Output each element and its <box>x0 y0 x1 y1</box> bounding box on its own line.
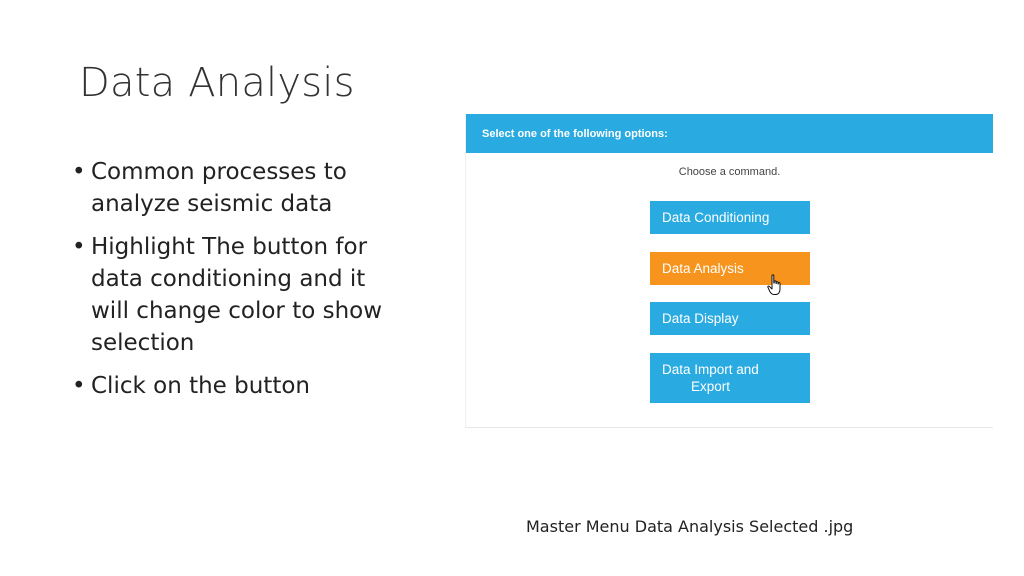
data-conditioning-button[interactable]: Data Conditioning <box>650 201 810 234</box>
data-analysis-button[interactable]: Data Analysis <box>650 252 810 285</box>
bullet-dot: • <box>72 373 86 399</box>
bullet-dot: • <box>72 234 86 260</box>
bullet-item <box>72 370 402 402</box>
bullet-dot: • <box>72 159 86 185</box>
bullet-text: Highlight The button for data conditioning and it will change color to show selection <box>91 234 383 356</box>
bullet-list <box>72 156 402 413</box>
data-import-export-button[interactable] <box>650 353 810 403</box>
bullet-item <box>72 156 402 220</box>
bullet-text: Click on the button <box>91 373 310 399</box>
import-export-label-line2: Export <box>691 379 731 394</box>
bullet-text: Common processes to analyze seismic data <box>91 159 347 217</box>
options-header: Select one of the following options: <box>466 114 993 153</box>
data-display-button[interactable]: Data Display <box>650 302 810 335</box>
bullet-item <box>72 231 402 359</box>
import-export-label-line1: Data Import and <box>662 362 759 377</box>
image-caption: Master Menu Data Analysis Selected .jpg <box>526 517 854 536</box>
screenshot-panel <box>465 114 993 428</box>
command-prompt: Choose a command. <box>678 166 781 178</box>
slide-title: Data Analysis <box>79 60 355 106</box>
hand-pointer-icon <box>767 274 783 296</box>
